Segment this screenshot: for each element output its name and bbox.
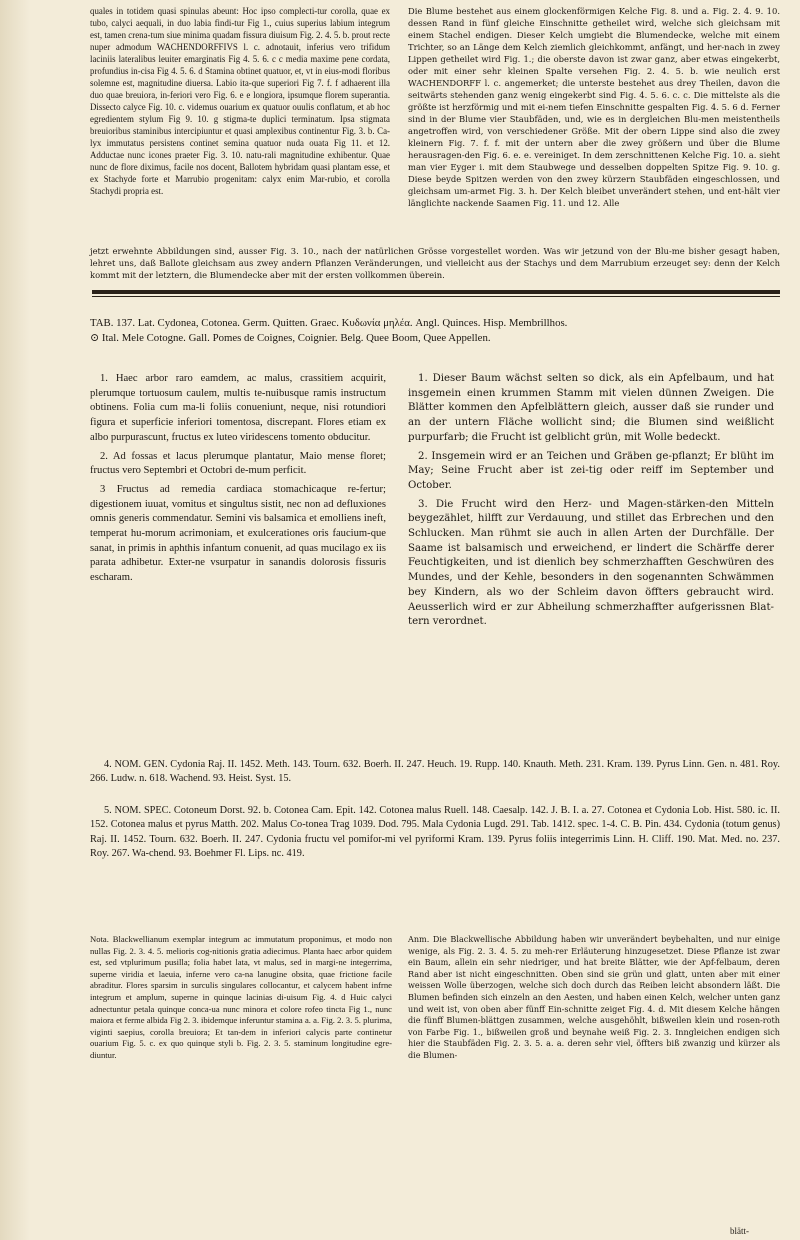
tab-heading-line-2 [90,331,780,345]
catchword: blätt- [730,1226,749,1236]
nom-gen: 4. NOM. GEN. Cydonia Raj. II. 1452. Meth. 143. Tourn. 632. Boerh. II. 247. Heuch. 19. Rupp. 140. Knauth. Meth. 231. Kram. 139. Pyrus Linn. Gen. n. 481. Roy. 266. Ludw. n. 618. Wachend. 93. Heist. Syst. 15. [90,759,780,785]
german-para-1: 1. Dieser Baum wächst selten so dick, als ein Apfelbaum, und hat insgemein einen krummen Stamm mit vielen dünnen Zweigen. Die Blätter kommen den Apfelblättern gleich, ausser daß sie runder und an der untern Fläche wollicht sind; die Blumen sind weißlicht purpurfarb; die Frucht ist gelblicht grün, mit Wolle bedeckt. [408,373,774,443]
tab-heading: TAB. 137. Lat. Cydonea, Cotonea. Germ. Quitten. Graec. Κυδωνία μηλέα. Angl. Quinces. Hisp. Membrillhos. [90,317,568,329]
german-note: Anm. Die Blackwellische Abbildung haben wir unverändert beybehalten, und nur einige wenige, als Fig. 2. 3. 4. 5. zu meh-rer Erläuterung hinzugesetzet. Diese Pflanze ist zwar ein Baum, allein ein sehr niedriger, und hat breite Blätter, wie der Apf-felbaum, deren Rand aber ist nicht eingeschnitten. Oben sind sie grün und glatt, unten aber mit einer weissen Wolle überzogen, welche sich doch durch das Reiben leicht absondern läßt. Die Blumen befinden sich einzeln an den Aesten, und haben einen Kelch, welcher unten ganz und weit ist, von oben aber fünff Ein-schnitte zeiget Fig. 4. d. Mit diesem Kelche hängen die fünff Blumen-blättgen zusammen, welche ausgehöhlt, bißweilen klein und rosen-roth von Farbe Fig. 1., bißweilen groß und beynahe weiß Fig. 2. 3. Inngleichen endigen sich hier die Staubfäden Fig. 2. 3. 5. a. a. deren sehr viel, öffters biß zwanzig und kürzer als die Blumen- [408,934,780,1060]
latin-note: Nota. Blackwellianum exemplar integrum ac immutatum proponimus, et modo non nullas Fig. 2. 3. 4. 5. melioris cog-nitionis gratia adiecimus. Planta haec arbor quidem est, sed vtplurimum pusilla; folia habet lata, vt malus, sed in margi-ne integerrima, superne viridia et laeuia, inferne vero ca-na lanugine obsita, quae frictione facile abraditur. Flores sparsim in surculis singulares collocantur, et calycem habent infrne integrum et amplum, superne in quinque lacinias di-uisum Fig. 4. d Huic calyci adnectuntur petala quinque conca-ua nunc minora et colore rofeo tincta Fig 1., nunc maiora et ferme albida Fig 2. 3. ibidemque inferuntur stamina a. a. Fig. 2. 3. 5. plurima, viginti saepius, corolla breuiora; Et tan-dem in inferiori calycis parte continetur ouarium Fig. 5. c. ex quo quinque styli b. Fig. 2. 3. 5. staminum longitudine egre-diuntur. [90,934,392,1060]
section-divider-thick [92,290,780,294]
german-para-2: 2. Insgemein wird er an Teichen und Gräben ge-pflanzt; Er blüht im May; Seine Frucht aber ist zei-tig oder reiff im September und October. [408,450,774,491]
latin-para-2: 2. Ad fossas et lacus plerumque plantatur, Maio mense floret; fructus vero Septembri et Octobri de-mum perficit. [90,450,386,477]
latin-column [90,372,386,590]
tab-heading-2: Ital. Mele Cotogne. Gall. Pomes de Coignes, Coignier. Belg. Quee Boom, Quee Appellen. [101,332,491,344]
german-para-3: 3. Die Frucht wird den Herz- und Magen-stärken-den Mitteln beygezählet, hilfft zur Verdauung, und stillet das Erbrechen und den Schlucken. Man rühmt sie auch in allen Arten der Durchfälle. Der Saame ist balsamisch und erweichend, er lindert die Schärffe derer Feuchtigkeiten, und ist dienlich bey schmerzhafften Geschwüren des Mundes, und der Kehle, besonders in den sogenannten Schwämmen bey Kindern, als wo der Schleim davon öffters gebraucht wird. Aeusserlich wird er zur Abheilung schmerzhaffter aufgerissnen Blat-tern verordnet. [408,498,774,628]
section-divider-thin [92,296,780,297]
top-latin-text: quales in totidem quasi spinulas abeunt: Hoc ipso complecti-tur corolla, quae ex tubo, calyci aequali, in duo labia findi-tur Fig 1., cuius superius labium integrum est, tamen crena-tum siue minima quadam fissura diuisum Fig. 2. 4. 5. b. prout recte nuper admodum WACHENDORFFIVS l. c. adnotauit, inferius vero trifidum laciniis lateralibus leuiter emarginatis Fig 4. 5. 6. c c media maxime pene cordata, profundius in-cisa Fig 4. 5. 6. d Stamina obtinet quatuor, et, vt in eius-modi floribus solemne est, magnitudine diuersa. Labio ita-que superiori Fig 7. f. f adhaerent illa duo quae breuiora, in-feriori vero Fig. 6. e e longiora, ipsumque florem superantia. Dissecto calyce Fig. 10. c. videmus ouarium ex quatuor ouulis conflatum, et ab hoc egredientem stylum Fig 9. 10. g stigma-te duplici terminatum. Ipsa stigmata breuioribus staminibus intercipiuntur et quasi amplexibus continentur Fig. 3. b. Ca-lyx immutatus persistens continet semina quatuor nuda ouata Fig 11. et 12. Adductae nunc icones praeter Fig. 3. 10. natu-rali magnitudine exhibentur. Quae nunc de flore diximus, facile nos docent, Ballotem hybridam quasi plantam esse, et ex Stachyde forte et Marrubio progenitam: calyx enim Mar-rubio, et corolla Stachydi propria est. [90,6,390,196]
latin-para-3: 3 Fructus ad remedia cardiaca stomachicaque re-fertur; digestionem iuuat, vomitus et singultus sistit, nec non ad defluxiones omnis generis commendatur. Semini vis balsamica et emolliens ineft, temperat hu-morum acrimoniam, et exulcerationes oris faucium-que sanat, in primis in aphthis infantum conuenit, ad quas mucilago ex iis parata adhibetur. Exter-ne vsurpatur in sanandis dolorosis fissuris escharam. [90,483,386,584]
page-fold-shadow [0,0,30,1240]
nom-spec: 5. NOM. SPEC. Cotoneum Dorst. 92. b. Cotonea Cam. Epit. 142. Cotonea malus Ruell. 148. Caesalp. 142. J. B. I. a. 27. Cotonea et Cydonia Lob. Hist. 580. ic. II. 152. Cotonea malus et pyrus Matth. 202. Malus Co-tonea Trag 1039. Dod. 795. Mala Cydonia Lugd. 291. Tab. 1412. spec. 1-4. C. B. Pin. 434. Cydonia (totum genus) Raj. II. 1452. Tourn. 632. Boerh. II. 247. Cydonia fructu vel pomifor-mi vel pyriformi Kram. 139. Pyrus foliis integerrimis Linn. H. Cliff. 190. Mat. Med. no. 237. Roy. 267. Wa-chend. 93. Boehmer Fl. Lips. nc. 419. [90,805,780,860]
german-column [408,372,774,634]
top-german-continuation: jetzt erwehnte Abbildungen sind, ausser Fig. 3. 10., nach der natürlichen Grösse vorgestellet worden. Was wir jetzund von der Blu-me bisher gesagt haben, lehret uns, daß Ballote gleichsam aus zwey andern Pflanzen Veränderungen, und vielleicht aus der Stachys und dem Marrubium erzeuget sey: denn der Kelch kommt mit der letztern, die Blumendecke aber mit der ersten vollkommen überein. [90,246,780,280]
top-german-text: Die Blume bestehet aus einem glockenförmigen Kelche Fig. 8. und a. Fig. 2. 4. 9. 10. dessen Rand in fünf gleiche Einschnitte getheilet wird, welche sich gleichsam mit einem Stachel endigen. Dieser Kelch umgiebt die Blumendecke, welche mit einem Trichter, so an Länge dem Kelch ziemlich gleichkommt, anfängt, und her-nach in zwey Lippen getheilet wird Fig. 1.; die oberste davon ist zwar ganz, aber etwas eingekerbt, oder mit einer sehr kleinen Spalte versehen Fig. 2. 4. 5. b. wie neulich erst WACHENDORFF l. c. angemerket; die unterste bestehet aus drey Theilen, davon die seitwärts stehenden ganz wenig eingekerbt sind Fig. 4. 5. 6. c. c. Die mittelste als die größte ist herzförmig und mit ei-nem tiefen Einschnitte gespalten Fig. 4. 5. 6 d. Ferner sind in der Blume vier Staubfäden, und, wie es in dergleichen Blu-men meistentheils angetroffen wird, von verschiedener Größe. Mit der obern Lippe sind also die zwey kleinern Fig. 7. f. f. mit der untern aber die zwey größern und über die Blume herausragen-den Fig. 6. e. e. vereiniget. In dem zerschnittenen Kelche Fig. 10. a. sieht man vier Eyger i. mit dem Staubwege und desselben doppelten Spitze Fig. 9. 10. g. Diese beyde Spitzen werden von den zwey kürzern Staubfäden eingeschlossen, und gleichsam um-armet Fig. 3. h. Der Kelch bleibet unverändert stehen, und ent-hält vier länglichte nackende Saamen Fig. 11. und 12. Alle [408,6,780,208]
latin-para-1: 1. Haec arbor raro eamdem, ac malus, crassitiem acquirit, plerumque tortuosum caulem, multis te-nuibusque ramis instructum obtinens. Folia cum ma-li foliis conueniunt, neque, nisi rotundiori figura et superficie inferiori tomentosa, discrepant. Flores etiam ex albo purpurascunt, fructus ex luteo viridescens tomento obducitur. [90,373,386,443]
biennial-symbol: ⊙ [90,332,100,344]
